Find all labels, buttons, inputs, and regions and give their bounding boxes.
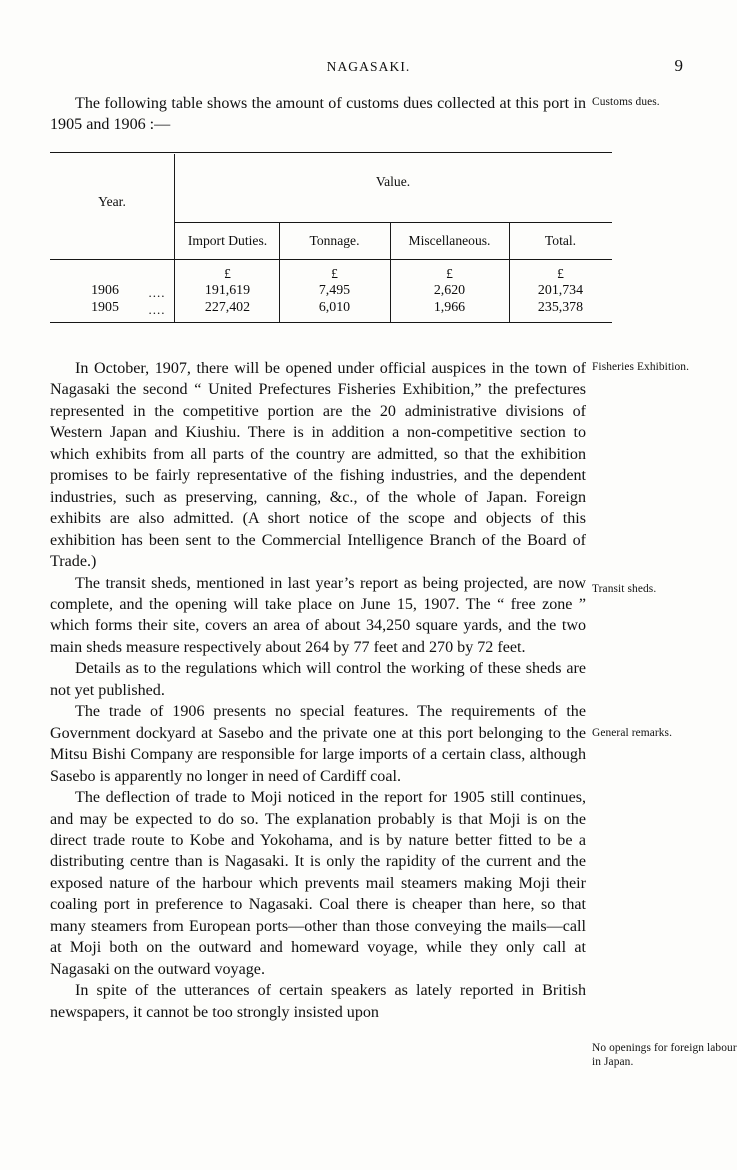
table-rule-under-columns	[50, 259, 612, 260]
table-cell-miscellaneous-1906: 2,620	[433, 283, 466, 298]
table-header-miscellaneous: Miscellaneous.	[408, 233, 491, 248]
table-cell-import-duties-1906: 191,619	[204, 283, 251, 298]
table-currency-total: £	[557, 266, 564, 281]
sidenote-no-openings: No openings for foreign labour in Japan.	[592, 1042, 737, 1068]
table-currency-miscellaneous: £	[446, 266, 453, 281]
table-header-import-duties: Import Duties.	[187, 233, 268, 248]
intro-paragraph-block	[50, 93, 586, 136]
table-header-year: Year.	[98, 194, 126, 209]
table-cell-miscellaneous-1905: 1,966	[433, 300, 466, 315]
table-header-total: Total.	[544, 233, 577, 248]
page-title: NAGASAKI.	[326, 59, 411, 74]
table-header-tonnage: Tonnage.	[309, 233, 360, 248]
table-cell-total-1905: 235,378	[537, 300, 584, 315]
table-row-year-1906: 1906	[91, 283, 119, 298]
table-cell-import-duties-1905: 227,402	[204, 300, 251, 315]
table-cell-total-1906: 201,734	[537, 283, 584, 298]
paragraph-shed-regulations: Details as to the regulations which will control the working of these sheds are not yet published.	[50, 660, 586, 699]
table-leader-1906: ....	[148, 285, 166, 300]
sidenote-general-remarks: General remarks.	[592, 727, 673, 739]
table-cell-tonnage-1905: 6,010	[318, 300, 351, 315]
table-cell-tonnage-1906: 7,495	[318, 283, 351, 298]
table-header-value: Value.	[375, 174, 411, 189]
sidenote-transit-sheds: Transit sheds.	[592, 583, 657, 595]
paragraph-transit-sheds: The transit sheds, mentioned in last year’s report as being projected, are now complete, and the opening will take place on June 15, 1907. The “ free zone ” which forms their site, covers an area of about 34,250 square yards, and the two main sheds measure respectively about 264 by 77 feet and 270 by 72 feet.	[50, 574, 586, 656]
running-head	[0, 56, 737, 81]
table-rule-under-value	[174, 222, 612, 223]
sidenote-customs-dues: Customs dues.	[592, 96, 660, 108]
paragraph-fisheries-exhibition: In October, 1907, there will be opened under official auspices in the town of Nagasaki the second “ United Prefectures Fisheries Exhibition,” the prefectures represented in the competitive portion are the 20 administrative divisions of Western Japan and Kiushiu. There is in addition a non-competitive section to which exhibits from all parts of the country are admitted, so that the exhibition promises to be fairly representative of the fishing industries, and the dependent industries, such as preserving, canning, &c., of the whole of Japan. Foreign exhibits are also admitted. (A short notice of the scope and objects of this exhibition has been sent to the Commercial Intelligence Branch of the Board of Trade.)	[50, 360, 586, 571]
paragraph-general-remarks: The trade of 1906 presents no special features. The requirements of the Government dockyard at Sasebo and the private one at this port belonging to the Mitsu Bishi Company are responsible for large imports of a certain class, although Sasebo is apparently no longer in need of Cardiff coal.	[50, 703, 586, 785]
table-currency-tonnage: £	[331, 266, 338, 281]
sidenote-fisheries-exhibition: Fisheries Exhibition.	[592, 361, 690, 373]
table-row-year-1905: 1905	[91, 300, 119, 315]
intro-paragraph: The following table shows the amount of customs dues collected at this port in 1905 and 1906 :—	[50, 95, 586, 134]
paragraph-foreign-labour: In spite of the utterances of certain speakers as lately reported in British newspapers, it cannot be too strongly insisted upon	[50, 982, 586, 1021]
customs-dues-table	[50, 152, 612, 324]
table-currency-import-duties: £	[224, 266, 231, 281]
body-text-block	[50, 358, 586, 1023]
table-rule-bottom	[50, 322, 612, 323]
page-number: 9	[674, 56, 683, 75]
table-rule-top	[50, 152, 612, 153]
paragraph-moji-trade-deflection: The deflection of trade to Moji noticed in the report for 1905 still continues, and may be expected to do so. The explanation probably is that Moji is on the direct trade route to Kobe and Yokohama, and is by nature better fitted to be a distributing centre than is Nagasaki. It is only the rapidity of the current and the exposed nature of the harbour which prevents mail steamers making Moji their coaling port in preference to Nagasaki. Coal there is cheaper than here, so that many steamers from European ports—other than those conveying the mails—call at Moji both on the outward and homeward voyage, while they only call at Nagasaki on the outward voyage.	[50, 789, 586, 978]
table-leader-1905: ....	[148, 302, 166, 317]
